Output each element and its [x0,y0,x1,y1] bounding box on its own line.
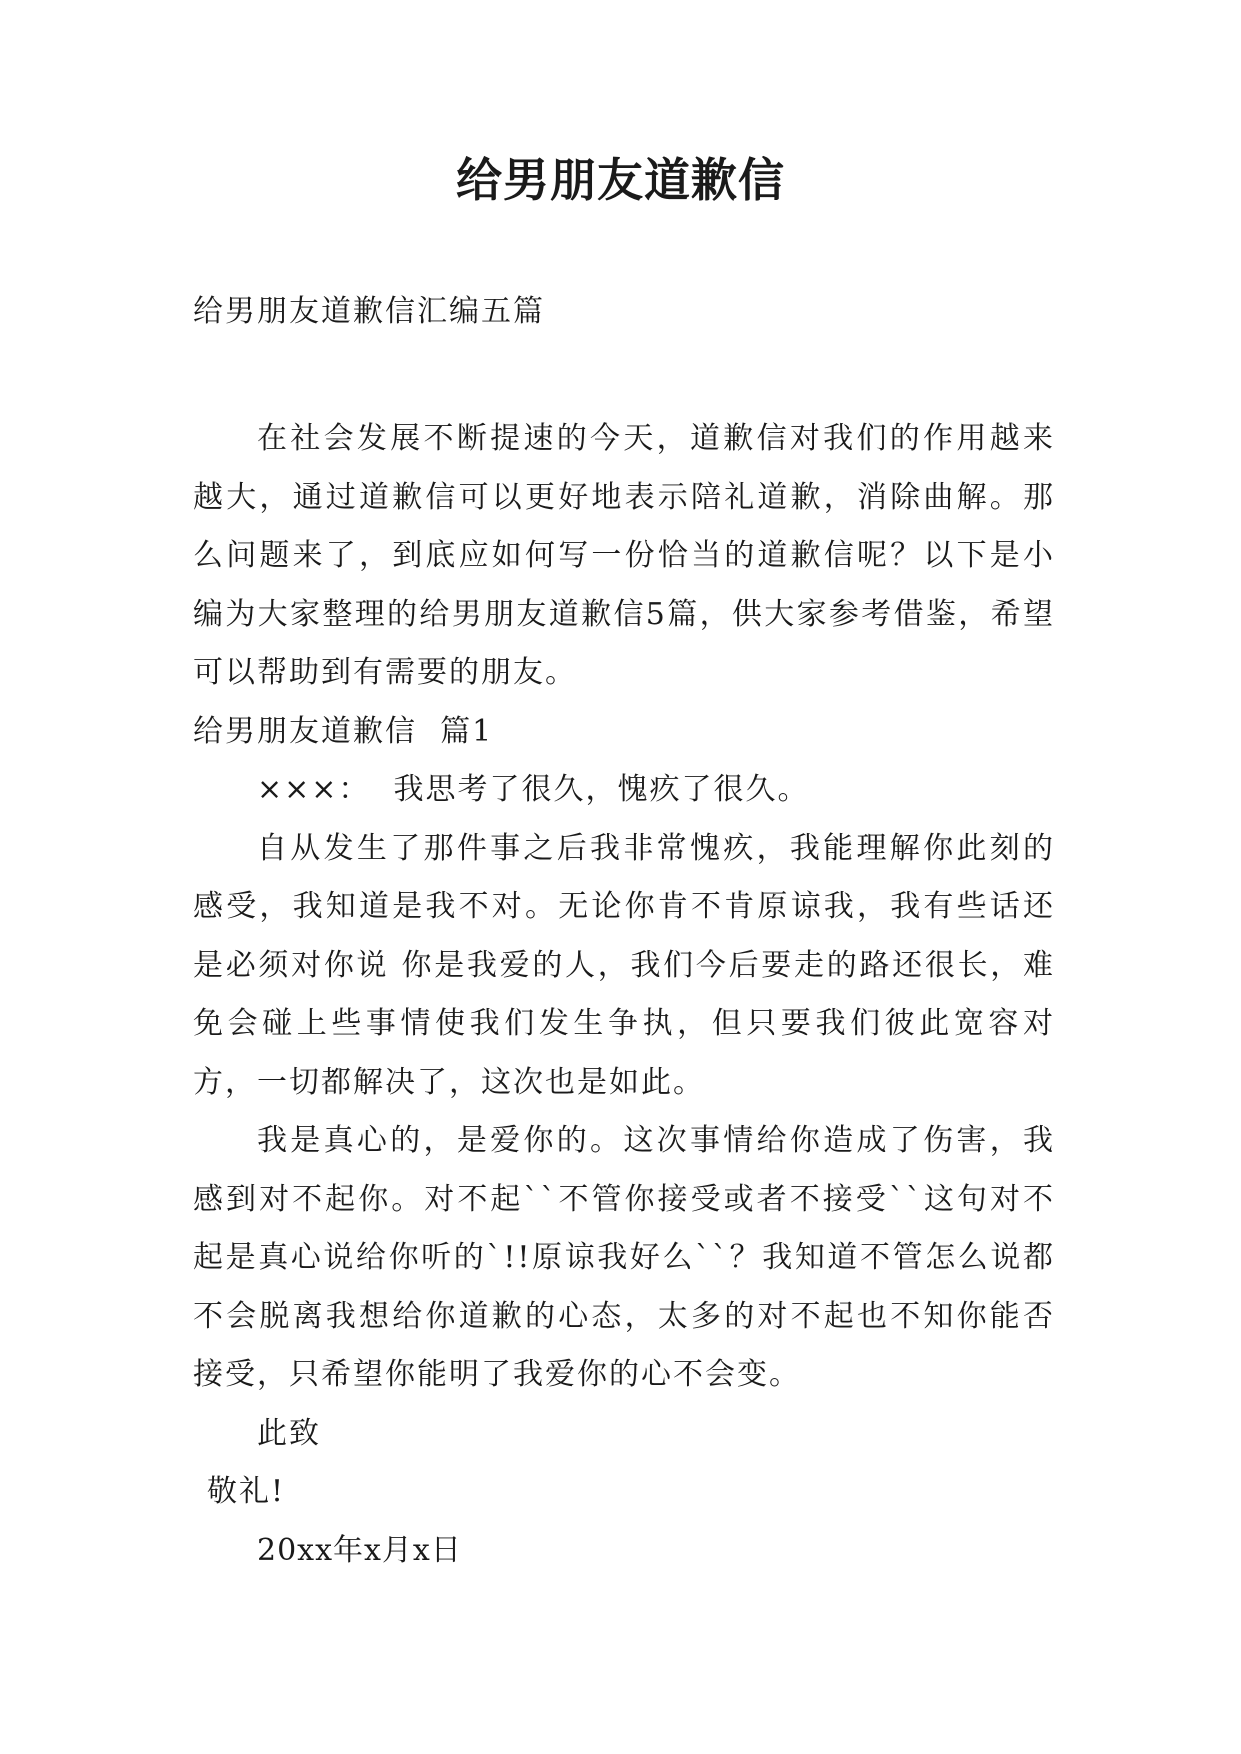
letter-greeting: ×××： 我思考了很久，愧疚了很久。 [257,772,810,807]
document-subtitle: 给男朋友道歉信汇编五篇 [193,294,545,329]
letter-paragraph: 我是真心的，是爱你的。这次事情给你造成了伤害，我感到对不起你。对不起``不管你接受或者不接受``这句对不起是真心说给你听的`!!原谅我好么``？我知道不管怎么说都不会脱离我想给你道歉的心态，太多的对不起也不知你能否接受，只希望你能明了我爱你的心不会变。 [193,1123,1055,1392]
document-body [193,410,1055,1580]
letter-paragraph: 自从发生了那件事之后我非常愧疚，我能理解你此刻的感受，我知道是我不对。无论你肯不肯原谅我，我有些话还是必须对你说 你是我爱的人，我们今后要走的路还很长，难免会碰上些事情使我们发生争执，但只要我们彼此宽容对方，一切都解决了，这次也是如此。 [193,830,1055,1100]
document-title: 给男朋友道歉信 [456,153,785,207]
letter-date: 20xx年x月x日 [257,1532,462,1568]
letter-salute: 敬礼! [207,1474,286,1509]
intro-paragraph: 在社会发展不断提速的今天，道歉信对我们的作用越来越大，通过道歉信可以更好地表示陪礼道歉，消除曲解。那么问题来了，到底应如何写一份恰当的道歉信呢？以下是小编为大家整理的给男朋友道歉信5篇，供大家参考借鉴，希望可以帮助到有需要的朋友。 [193,421,1055,690]
section-heading: 给男朋友道歉信 篇1 [193,713,494,749]
letter-closing: 此致 [257,1415,321,1451]
